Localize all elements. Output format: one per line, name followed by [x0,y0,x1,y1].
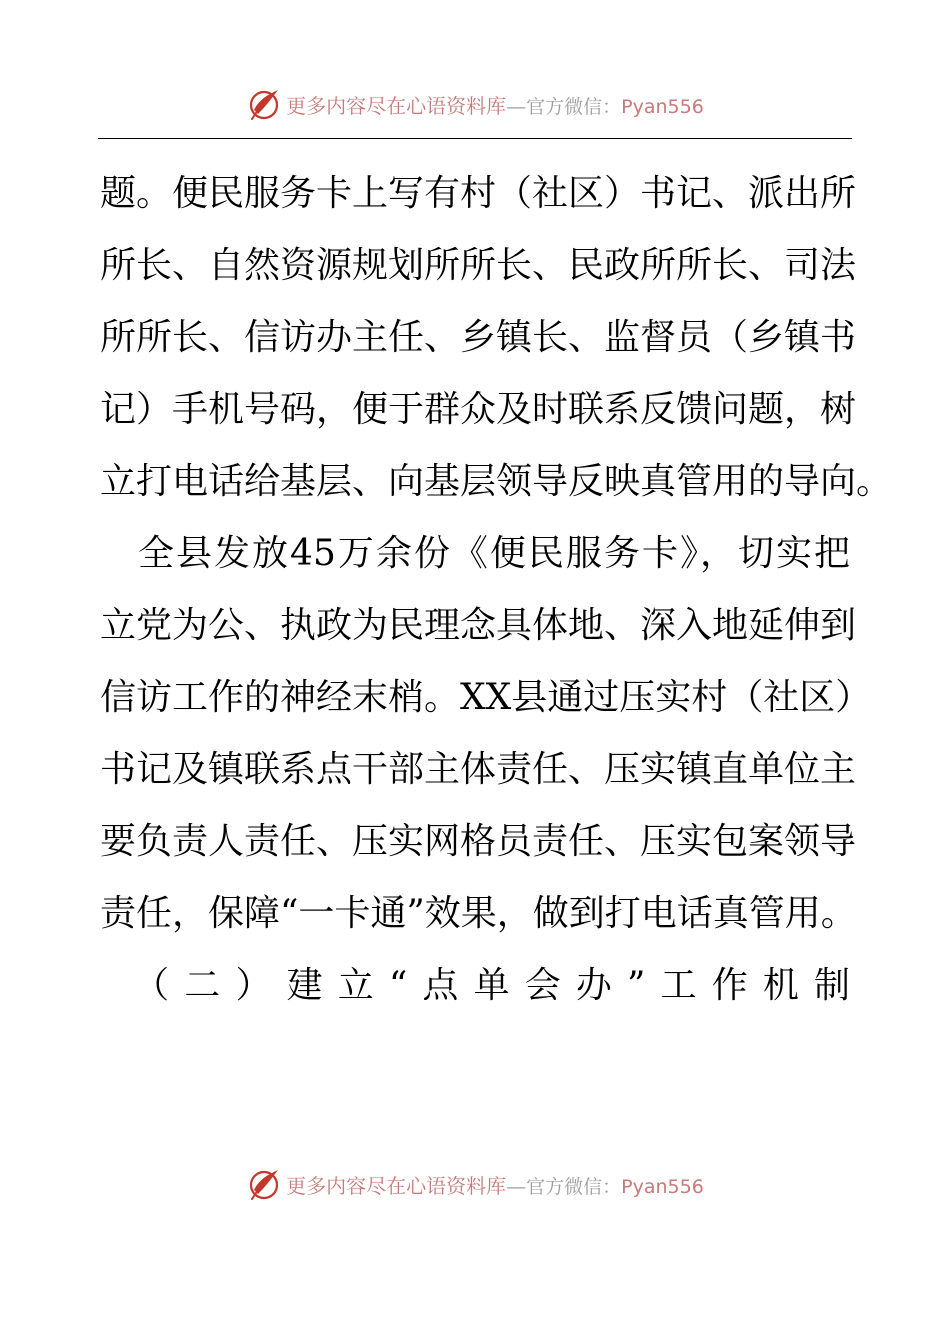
watermark-id: Pyan556 [621,95,704,118]
watermark-id: Pyan556 [621,1175,704,1198]
document-body [100,158,893,1022]
watermark-sub: 官方微信： [526,95,622,118]
header-divider [98,138,852,139]
watermark-main: 更多内容尽在心语资料库 [286,1173,507,1198]
section-heading: （二）建立“点单会办”工作机制 [100,965,850,1006]
body-line-8: 信访工作的神经末梢。XX县通过压实村（社区） [100,677,872,718]
footer-watermark [0,1162,950,1206]
watermark-dash: — [506,1173,527,1198]
body-line-11: 责任，保障“一卡通”效果，做到打电话真管用。 [100,893,857,934]
watermark-sub: 官方微信： [526,1175,622,1198]
quill-swirl-icon [246,86,282,122]
body-line-10: 要负责人责任、压实网格员责任、压实包案领导 [100,821,857,862]
watermark-dash: — [506,93,527,118]
body-line-5: 立打电话给基层、向基层领导反映真管用的导向。 [100,461,893,502]
body-line-9: 书记及镇联系点干部主体责任、压实镇直单位主 [100,749,857,790]
header-watermark [0,82,950,126]
body-line-4: 记）手机号码，便于群众及时联系反馈问题，树 [100,389,857,430]
quill-swirl-icon [246,1166,282,1202]
watermark-text [286,90,704,119]
body-line-3: 所所长、信访办主任、乡镇长、监督员（乡镇书 [100,317,857,358]
body-line-1: 题。便民服务卡上写有村（社区）书记、派出所 [100,173,857,214]
body-line-6: 全县发放45万余份《便民服务卡》，切实把 [100,533,850,574]
watermark-main: 更多内容尽在心语资料库 [286,93,507,118]
watermark-text [286,1170,704,1199]
body-line-2: 所长、自然资源规划所所长、民政所所长、司法 [100,245,857,286]
body-line-7: 立党为公、执政为民理念具体地、深入地延伸到 [100,605,857,646]
